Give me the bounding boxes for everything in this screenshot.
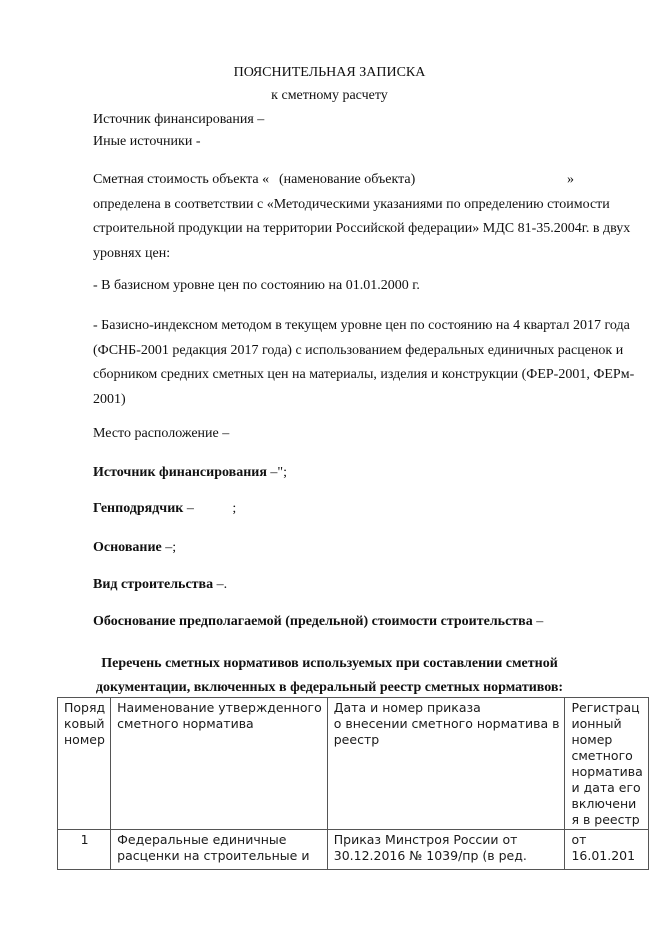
object-name-close-quote: » xyxy=(567,172,574,187)
cell-registration: от 16.01.201 xyxy=(565,830,648,870)
header-order: Дата и номер приказа о внесении сметного норматива в реестр xyxy=(327,698,565,830)
document-title: ПОЯСНИТЕЛЬНАЯ ЗАПИСКА xyxy=(233,65,426,80)
field-label: Вид строительства xyxy=(93,577,214,592)
base-level-line: - В базисном уровне цен по состоянию на 01.01.2000 г. xyxy=(93,278,420,293)
index-line-3: сборником средних сметных цен на материалы, изделия и конструкции (ФЕР-2001, ФЕРм- xyxy=(93,367,635,382)
field-label: Источник финансирования xyxy=(93,465,267,480)
other-sources-line: Иные источники - xyxy=(93,134,201,149)
table-row xyxy=(58,830,649,870)
field-value: – ; xyxy=(183,501,237,516)
cell-name: Федеральные единичные расценки на строительные и xyxy=(111,830,328,870)
estimate-line-2: определена в соответствии с «Методическими указаниями по определению стоимости xyxy=(93,196,610,212)
field-value: –. xyxy=(213,577,228,592)
registry-heading-line-1: Перечень сметных нормативов используемых при составлении сметной xyxy=(101,656,558,671)
document-subtitle: к сметному расчету xyxy=(271,88,388,103)
field-label: Обоснование предполагаемой (предельной) стоимости строительства xyxy=(93,614,533,629)
header-registration: Регистрац ионный номер сметного норматива и дата его включени я в реестр xyxy=(565,698,648,830)
index-line-1: - Базисно-индексном методом в текущем уровне цен по состоянию на 4 квартал 2017 года xyxy=(93,318,630,333)
funding-source-line: Источник финансирования – xyxy=(93,112,265,127)
field-value: –; xyxy=(161,540,177,555)
estimate-prefix: Сметная стоимость объекта « xyxy=(93,172,270,187)
index-line-4: 2001) xyxy=(93,391,126,407)
field-value: – xyxy=(532,614,544,629)
registry-table xyxy=(57,697,649,870)
header-name: Наименование утвержденного сметного норматива xyxy=(111,698,328,830)
estimate-line-4: уровнях цен: xyxy=(93,245,171,261)
cell-number: 1 xyxy=(58,830,111,870)
header-number: Поряд ковый номер xyxy=(58,698,111,830)
object-name-placeholder: (наменование объекта) xyxy=(279,172,416,187)
field-label: Генподрядчик xyxy=(93,501,184,516)
index-line-2: (ФСНБ-2001 редакция 2017 года) с использованием федеральных единичных расценок и xyxy=(93,342,624,358)
cell-order: Приказ Минстроя России от 30.12.2016 № 1039/пр (в ред. xyxy=(327,830,565,870)
estimate-line-3: строительной продукции на территории Российской федерации» МДС 81-35.2004г. в двух xyxy=(93,221,631,236)
registry-heading-line-2: документации, включенных в федеральный реестр сметных нормативов: xyxy=(95,680,564,695)
table-header-row xyxy=(58,698,649,830)
location-line: Место расположение – xyxy=(93,426,230,441)
field-value: –"; xyxy=(266,465,288,480)
field-label: Основание xyxy=(93,540,162,555)
